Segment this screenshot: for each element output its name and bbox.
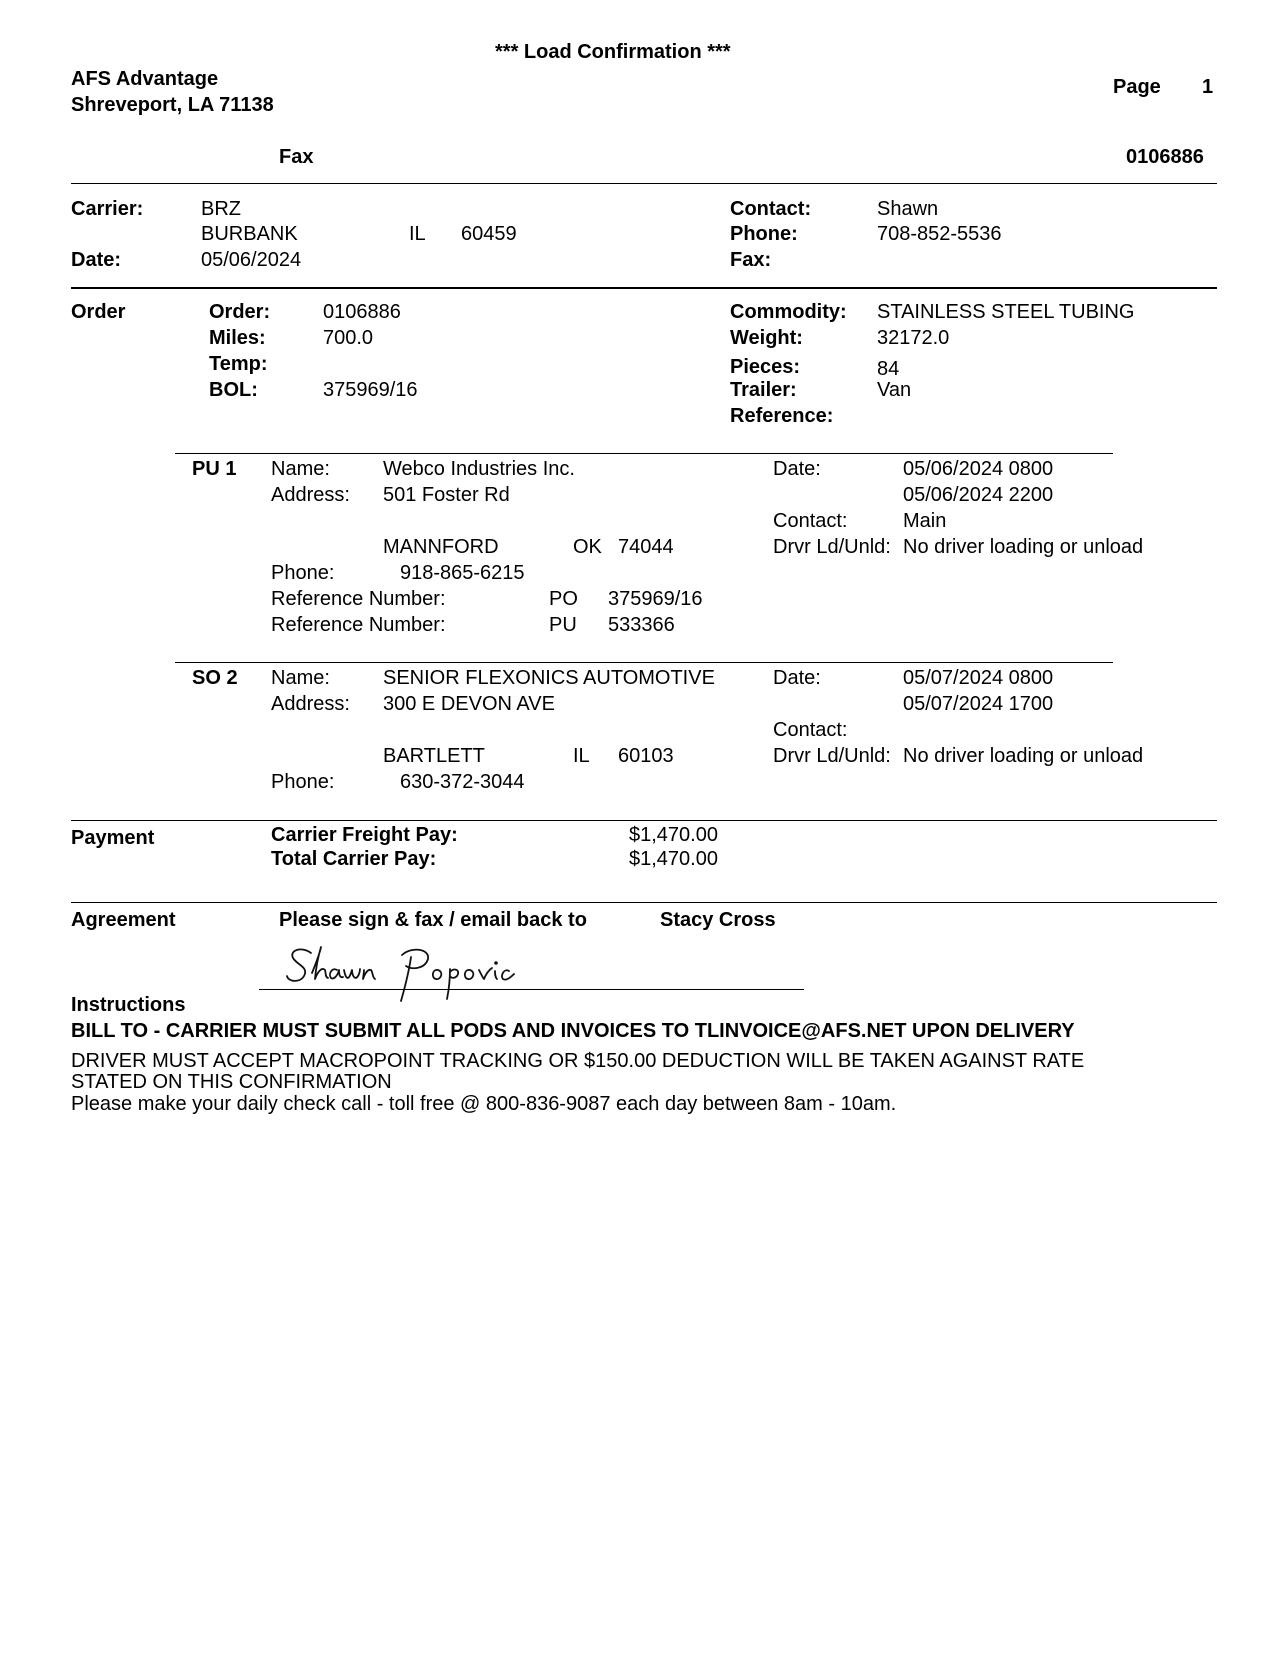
instruction-line-1: DRIVER MUST ACCEPT MACROPOINT TRACKING OR $150.00 DEDUCTION WILL BE TAKEN AGAINST RATE (71, 1050, 1085, 1072)
pickup-address: 501 Foster Rd (383, 484, 510, 506)
order-bol: 375969/16 (323, 379, 418, 401)
dropoff-state: IL (573, 745, 590, 767)
pickup-ref2-label: Reference Number: (271, 614, 446, 636)
pickup-date-start: 05/06/2024 0800 (903, 458, 1054, 480)
divider (71, 902, 1217, 903)
total-pay-amount: $1,470.00 (629, 848, 718, 870)
pickup-city: MANNFORD (383, 536, 499, 558)
carrier-date: 05/06/2024 (201, 249, 302, 271)
page-label: Page (1113, 76, 1161, 98)
pickup-name: Webco Industries Inc. (383, 458, 575, 480)
fax-label: Fax (279, 146, 314, 168)
payment-section-label: Payment (71, 827, 155, 849)
agreement-section-label: Agreement (71, 909, 176, 931)
instruction-line-3: Please make your daily check call - toll free @ 800-836-9087 each day between 8am - 10am. (71, 1093, 897, 1115)
carrier-contact: Shawn (877, 198, 939, 220)
contact-label: Contact: (730, 198, 812, 220)
dropoff-phone-label: Phone: (271, 771, 335, 793)
pickup-ref2-value: 533366 (608, 614, 675, 636)
pickup-state: OK (573, 536, 602, 558)
pickup-driver: No driver loading or unload (903, 536, 1144, 558)
pickup-phone: 918-865-6215 (400, 562, 525, 584)
carrier-code: BRZ (201, 198, 241, 220)
divider (175, 453, 1113, 454)
company-name: AFS Advantage (71, 68, 219, 90)
dropoff-date-start: 05/07/2024 0800 (903, 667, 1054, 689)
commodity-label: Commodity: (730, 301, 847, 323)
dropoff-date-end: 05/07/2024 1700 (903, 693, 1054, 715)
divider (71, 183, 1217, 184)
dropoff-address: 300 E DEVON AVE (383, 693, 555, 715)
order-pieces: 84 (877, 358, 900, 380)
date-label: Date: (71, 249, 122, 271)
instructions-section-label: Instructions (71, 994, 186, 1016)
pickup-date-end: 05/06/2024 2200 (903, 484, 1054, 506)
pickup-ref1-label: Reference Number: (271, 588, 446, 610)
agreement-prompt: Please sign & fax / email back to (279, 909, 587, 931)
divider (71, 287, 1217, 289)
bol-label: BOL: (209, 379, 258, 401)
pickup-ref1-value: 375969/16 (608, 588, 703, 610)
carrier-zip: 60459 (461, 223, 517, 245)
carrier-city: BURBANK (201, 223, 298, 245)
pickup-driver-label: Drvr Ld/Unld: (773, 536, 891, 558)
dropoff-contact-label: Contact: (773, 719, 848, 741)
dropoff-stop-label: SO 2 (192, 667, 238, 689)
weight-label: Weight: (730, 327, 803, 349)
carrier-state: IL (409, 223, 426, 245)
reference-label: Reference: (730, 405, 834, 427)
freight-pay-label: Carrier Freight Pay: (271, 824, 458, 846)
pickup-name-label: Name: (271, 458, 330, 480)
document-number: 0106886 (1126, 146, 1204, 168)
order-section-label: Order (71, 301, 126, 323)
temp-label: Temp: (209, 353, 268, 375)
agreement-recipient: Stacy Cross (660, 909, 776, 931)
trailer-label: Trailer: (730, 379, 797, 401)
dropoff-driver-label: Drvr Ld/Unld: (773, 745, 891, 767)
dropoff-address-label: Address: (271, 693, 350, 715)
total-pay-label: Total Carrier Pay: (271, 848, 437, 870)
freight-pay-amount: $1,470.00 (629, 824, 718, 846)
order-number: 0106886 (323, 301, 401, 323)
dropoff-name-label: Name: (271, 667, 330, 689)
pickup-ref2-type: PU (549, 614, 577, 636)
dropoff-driver: No driver loading or unload (903, 745, 1144, 767)
carrier-phone: 708-852-5536 (877, 223, 1002, 245)
pickup-contact: Main (903, 510, 947, 532)
dropoff-date-label: Date: (773, 667, 821, 689)
document-title: *** Load Confirmation *** (495, 41, 731, 63)
dropoff-name: SENIOR FLEXONICS AUTOMOTIVE (383, 667, 715, 689)
carrier-fax-label: Fax: (730, 249, 772, 271)
pickup-phone-label: Phone: (271, 562, 335, 584)
pieces-label: Pieces: (730, 356, 801, 378)
phone-label: Phone: (730, 223, 798, 245)
divider (71, 820, 1217, 821)
dropoff-city: BARTLETT (383, 745, 485, 767)
page-number: 1 (1202, 76, 1214, 98)
carrier-label: Carrier: (71, 198, 144, 220)
order-commodity: STAINLESS STEEL TUBING (877, 301, 1135, 323)
pickup-address-label: Address: (271, 484, 350, 506)
order-trailer: Van (877, 379, 912, 401)
divider (175, 662, 1113, 663)
instruction-line-2: STATED ON THIS CONFIRMATION (71, 1071, 392, 1093)
signature-line (259, 989, 804, 990)
order-weight: 32172.0 (877, 327, 950, 349)
signature-image (285, 943, 540, 1003)
dropoff-phone: 630-372-3044 (400, 771, 525, 793)
pickup-stop-label: PU 1 (192, 458, 237, 480)
order-label: Order: (209, 301, 271, 323)
company-city: Shreveport, LA 71138 (71, 94, 274, 116)
pickup-contact-label: Contact: (773, 510, 848, 532)
order-miles: 700.0 (323, 327, 374, 349)
miles-label: Miles: (209, 327, 266, 349)
pickup-zip: 74044 (618, 536, 674, 558)
dropoff-zip: 60103 (618, 745, 674, 767)
pickup-date-label: Date: (773, 458, 821, 480)
pickup-ref1-type: PO (549, 588, 578, 610)
bill-to-instruction: BILL TO - CARRIER MUST SUBMIT ALL PODS AND INVOICES TO TLINVOICE@AFS.NET UPON DELIVERY (71, 1020, 1075, 1042)
